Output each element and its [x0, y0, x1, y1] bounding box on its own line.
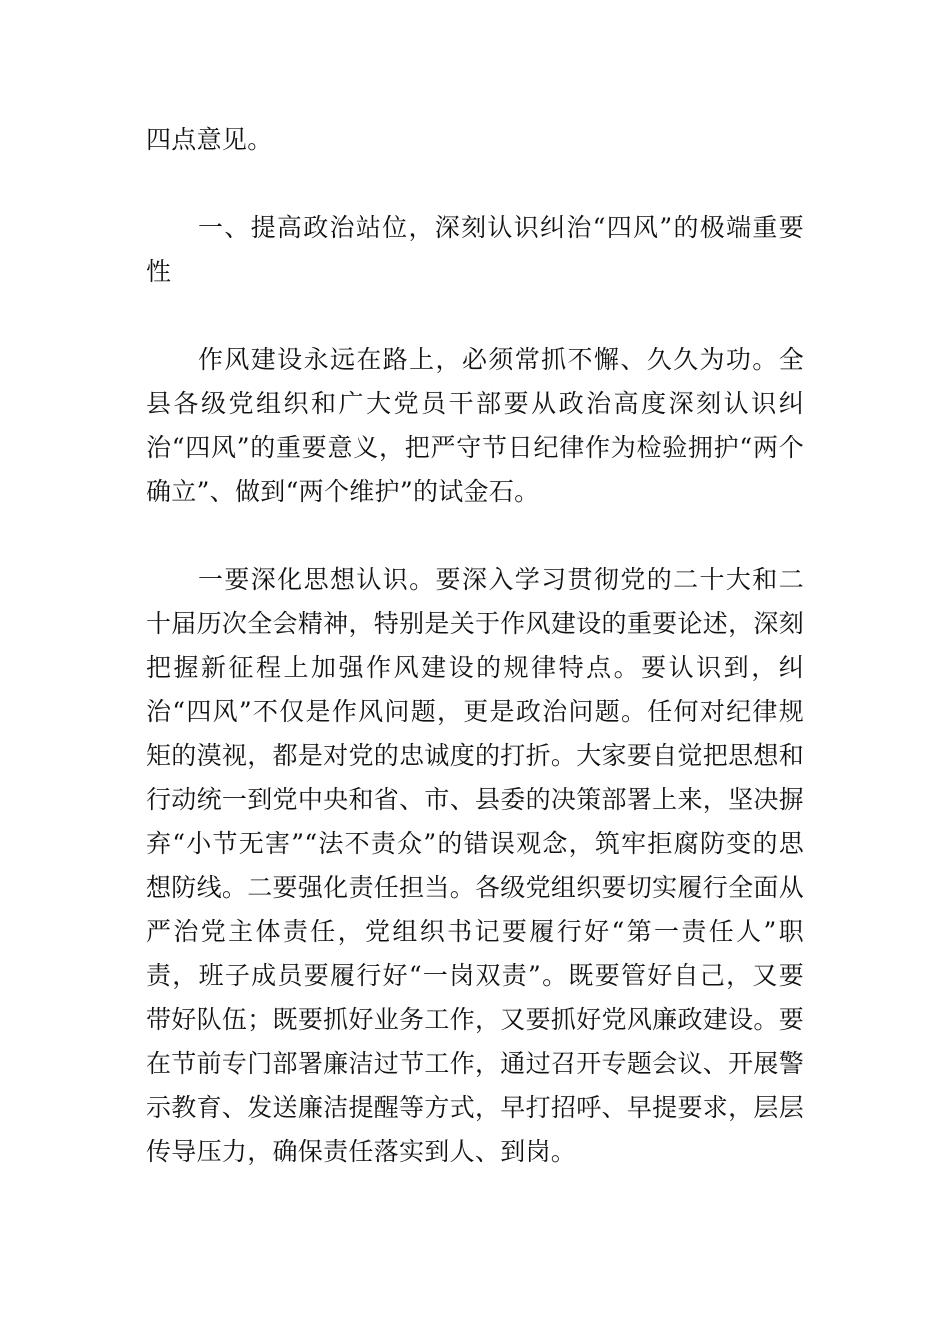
body-paragraph-1: 作风建设永远在路上，必须常抓不懈、久久为功。全县各级党组织和广大党员干部要从政治高度深刻认识纠治“四风”的重要意义，把严守节日纪律作为检验拥护“两个确立”、做到“两个维护”的试金石。 — [146, 345, 804, 506]
section-heading: 一、提高政治站位，深刻认识纠治“四风”的极端重要性 — [146, 213, 804, 286]
intro-fragment: 四点意见。 — [146, 125, 273, 154]
body-paragraph-2: 一要深化思想认识。要深入学习贯彻党的二十大和二十届历次全会精神，特别是关于作风建设的重要论述，深刻把握新征程上加强作风建设的规律特点。要认识到，纠治“四风”不仅是作风问题，更是政治问题。任何对纪律规矩的漠视，都是对党的忠诚度的打折。大家要自觉把思想和行动统一到党中央和省、市、县委的决策部署上来，坚决摒弃“小节无害”“法不责众”的错误观念，筑牢拒腐防变的思想防线。二要强化责任担当。各级党组织要切实履行全面从严治党主体责任，党组织书记要履行好“第一责任人”职责，班子成员要履行好“一岗双责”。既要管好自己，又要带好队伍；既要抓好业务工作，又要抓好党风廉政建设。要在节前专门部署廉洁过节工作，通过召开专题会议、开展警示教育、发送廉洁提醒等方式，早打招呼、早提要求，层层传导压力，确保责任落实到人、到岗。 — [146, 565, 804, 1166]
